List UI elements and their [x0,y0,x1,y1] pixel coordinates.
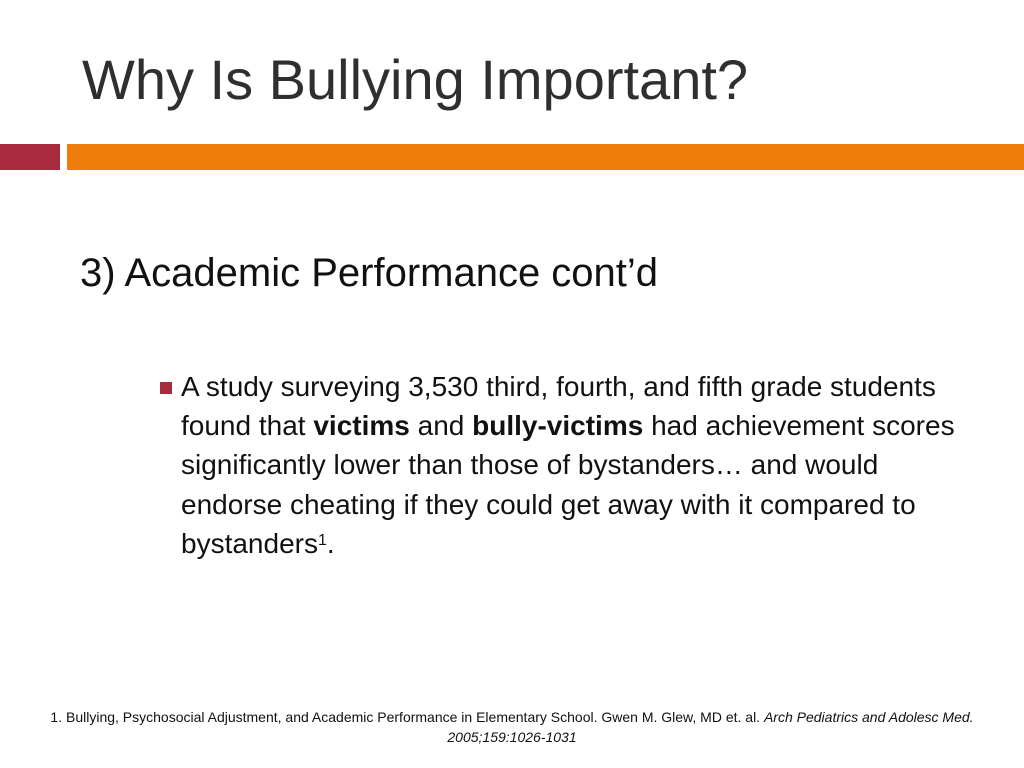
footnote-journal: Arch Pediatrics and Adolesc Med. 2005;159:1026-1031 [447,709,974,746]
bullet-bold-bully-victims: bully-victims [472,410,644,442]
bullet-text-end: . [326,527,335,559]
square-bullet-icon [160,382,172,394]
bullet-text [181,367,980,563]
citation-footnote [40,707,984,748]
bullet-bold-victims: victims [313,410,410,442]
section-subheading: 3) Academic Performance cont’d [80,251,659,295]
footnote-text: 1. Bullying, Psychosocial Adjustment, and Academic Performance in Elementary School. Gwen M. Glew, MD et. al. [50,709,764,725]
bullet-text-part3: had achievement scores significantly lower than those of bystanders… and would endorse cheating if they could get away with it compared to bystanders [181,410,955,559]
title-accent-bar-red [0,144,60,170]
slide-title: Why Is Bullying Important? [82,48,749,111]
title-accent-bar-orange [67,144,1024,170]
bullet-text-part1: A study surveying 3,530 third, fourth, and fifth grade students found that [181,371,936,442]
bullet-text-part2: and [409,410,473,442]
footnote-reference: 1 [317,531,327,549]
bullet-point [160,367,980,563]
